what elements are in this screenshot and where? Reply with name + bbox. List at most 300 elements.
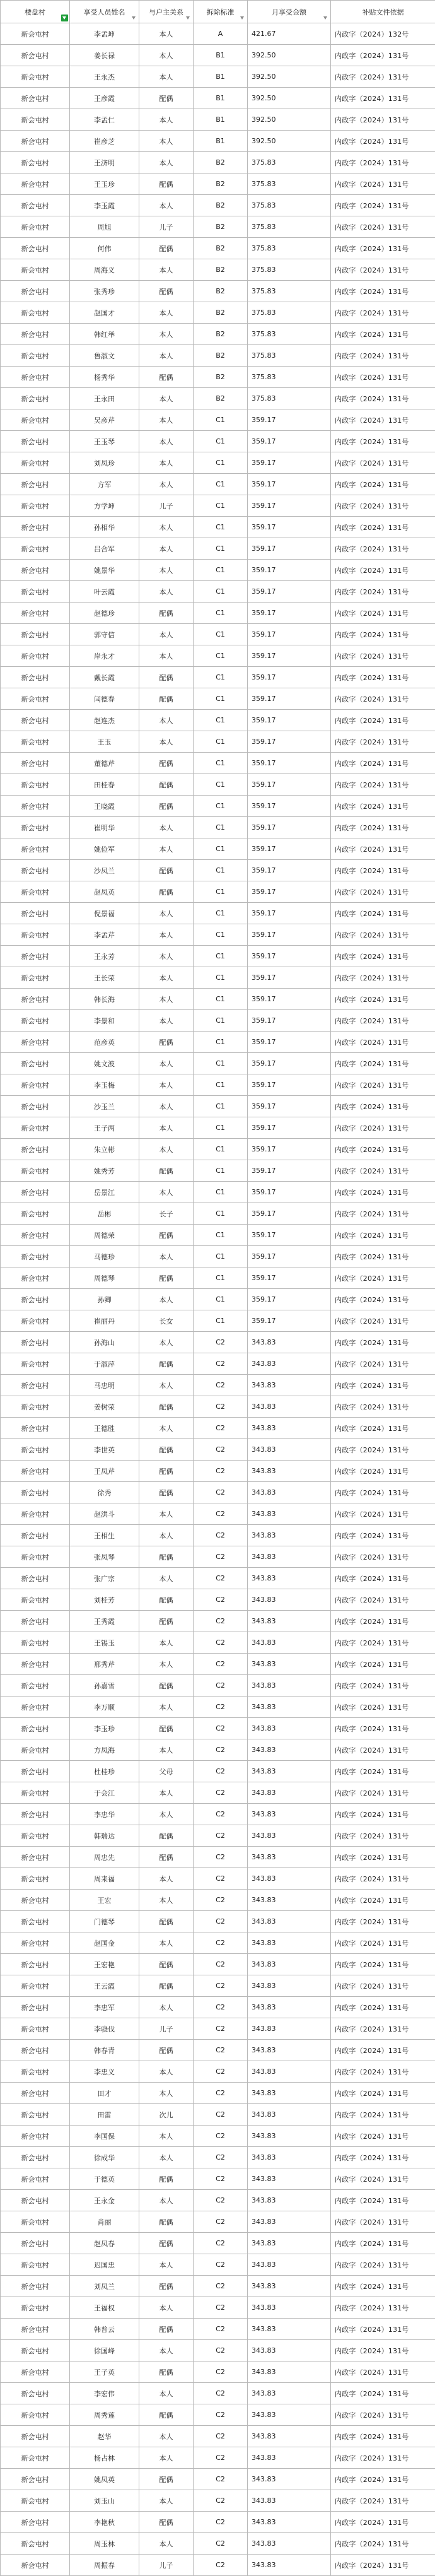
document-cell[interactable]: 内政字（2024）132号: [331, 23, 435, 45]
relation-cell[interactable]: 本人: [139, 1932, 194, 1954]
standard-cell[interactable]: C1: [194, 1053, 248, 1074]
name-cell[interactable]: 李景和: [70, 1010, 139, 1032]
filter-dropdown-icon[interactable]: [322, 15, 329, 21]
village-cell[interactable]: 新会屯村: [1, 2426, 70, 2447]
relation-cell[interactable]: 本人: [139, 2254, 194, 2276]
village-cell[interactable]: 新会屯村: [1, 1310, 70, 1332]
relation-cell[interactable]: 配偶: [139, 1267, 194, 1289]
document-cell[interactable]: 内政字（2024）131号: [331, 409, 435, 431]
amount-cell[interactable]: 375.83: [248, 152, 331, 173]
amount-cell[interactable]: 343.83: [248, 1868, 331, 1890]
village-cell[interactable]: 新会屯村: [1, 1825, 70, 1847]
amount-cell[interactable]: 343.83: [248, 2383, 331, 2404]
village-cell[interactable]: 新会屯村: [1, 1225, 70, 1246]
document-cell[interactable]: 内政字（2024）131号: [331, 474, 435, 495]
name-cell[interactable]: 崔丽丹: [70, 1310, 139, 1332]
document-cell[interactable]: 内政字（2024）131号: [331, 1461, 435, 1482]
amount-cell[interactable]: 359.17: [248, 753, 331, 774]
standard-cell[interactable]: C2: [194, 2447, 248, 2469]
standard-cell[interactable]: B2: [194, 195, 248, 216]
village-cell[interactable]: 新会屯村: [1, 1396, 70, 1418]
name-cell[interactable]: 肖丽: [70, 2211, 139, 2233]
name-cell[interactable]: 王宏艳: [70, 1954, 139, 1975]
relation-cell[interactable]: 本人: [139, 431, 194, 452]
amount-cell[interactable]: 359.17: [248, 645, 331, 667]
amount-cell[interactable]: 392.50: [248, 131, 331, 152]
relation-cell[interactable]: 本人: [139, 924, 194, 946]
standard-cell[interactable]: B1: [194, 131, 248, 152]
village-cell[interactable]: 新会屯村: [1, 2211, 70, 2233]
relation-cell[interactable]: 配偶: [139, 1032, 194, 1053]
relation-cell[interactable]: 本人: [139, 1332, 194, 1353]
amount-cell[interactable]: 359.17: [248, 603, 331, 624]
document-cell[interactable]: 内政字（2024）131号: [331, 2490, 435, 2512]
amount-cell[interactable]: 343.83: [248, 2276, 331, 2297]
amount-cell[interactable]: 343.83: [248, 1697, 331, 1718]
amount-cell[interactable]: 375.83: [248, 281, 331, 302]
document-cell[interactable]: 内政字（2024）131号: [331, 2190, 435, 2211]
standard-cell[interactable]: C2: [194, 1890, 248, 1911]
relation-cell[interactable]: 本人: [139, 903, 194, 924]
standard-cell[interactable]: C2: [194, 1911, 248, 1932]
village-cell[interactable]: 新会屯村: [1, 2061, 70, 2083]
name-cell[interactable]: 韩瑞达: [70, 1825, 139, 1847]
document-cell[interactable]: 内政字（2024）131号: [331, 1225, 435, 1246]
document-cell[interactable]: 内政字（2024）131号: [331, 517, 435, 538]
name-cell[interactable]: 王长荣: [70, 967, 139, 989]
relation-cell[interactable]: 本人: [139, 452, 194, 474]
village-cell[interactable]: 新会屯村: [1, 645, 70, 667]
standard-cell[interactable]: C1: [194, 1289, 248, 1310]
amount-cell[interactable]: 343.83: [248, 1611, 331, 1632]
amount-cell[interactable]: 375.83: [248, 388, 331, 409]
standard-cell[interactable]: C1: [194, 431, 248, 452]
relation-cell[interactable]: 本人: [139, 989, 194, 1010]
document-cell[interactable]: 内政字（2024）131号: [331, 1482, 435, 1503]
amount-cell[interactable]: 359.17: [248, 1139, 331, 1160]
village-cell[interactable]: 新会屯村: [1, 1675, 70, 1697]
name-cell[interactable]: 李孟仁: [70, 109, 139, 131]
name-cell[interactable]: 田才: [70, 2083, 139, 2104]
village-cell[interactable]: 新会屯村: [1, 409, 70, 431]
village-cell[interactable]: 新会屯村: [1, 2276, 70, 2297]
standard-cell[interactable]: C1: [194, 710, 248, 731]
document-cell[interactable]: 内政字（2024）131号: [331, 152, 435, 173]
standard-cell[interactable]: C1: [194, 1117, 248, 1139]
document-cell[interactable]: 内政字（2024）131号: [331, 1718, 435, 1739]
village-cell[interactable]: 新会屯村: [1, 1289, 70, 1310]
relation-cell[interactable]: 本人: [139, 1739, 194, 1761]
standard-cell[interactable]: C2: [194, 2490, 248, 2512]
document-cell[interactable]: 内政字（2024）131号: [331, 1589, 435, 1611]
relation-cell[interactable]: 配偶: [139, 1160, 194, 1182]
name-cell[interactable]: 赵凤英: [70, 881, 139, 903]
amount-cell[interactable]: 359.17: [248, 624, 331, 645]
village-cell[interactable]: 新会屯村: [1, 838, 70, 860]
village-cell[interactable]: 新会屯村: [1, 2383, 70, 2404]
standard-cell[interactable]: B2: [194, 152, 248, 173]
name-cell[interactable]: 王永田: [70, 388, 139, 409]
standard-cell[interactable]: B2: [194, 324, 248, 345]
document-cell[interactable]: 内政字（2024）131号: [331, 131, 435, 152]
relation-cell[interactable]: 本人: [139, 388, 194, 409]
name-cell[interactable]: 朱立彬: [70, 1139, 139, 1160]
village-cell[interactable]: 新会屯村: [1, 1868, 70, 1890]
document-cell[interactable]: 内政字（2024）131号: [331, 1310, 435, 1332]
amount-cell[interactable]: 359.17: [248, 1032, 331, 1053]
name-cell[interactable]: 鲁淑文: [70, 345, 139, 367]
relation-cell[interactable]: 本人: [139, 1632, 194, 1654]
name-cell[interactable]: 周振春: [70, 2555, 139, 2576]
name-cell[interactable]: 王宏: [70, 1890, 139, 1911]
document-cell[interactable]: 内政字（2024）131号: [331, 1525, 435, 1546]
village-cell[interactable]: 新会屯村: [1, 624, 70, 645]
amount-cell[interactable]: 375.83: [248, 216, 331, 238]
standard-cell[interactable]: C2: [194, 2469, 248, 2490]
document-cell[interactable]: 内政字（2024）131号: [331, 1697, 435, 1718]
standard-cell[interactable]: C1: [194, 1310, 248, 1332]
amount-cell[interactable]: 343.83: [248, 1675, 331, 1697]
village-cell[interactable]: 新会屯村: [1, 2126, 70, 2147]
relation-cell[interactable]: 本人: [139, 2426, 194, 2447]
document-cell[interactable]: 内政字（2024）131号: [331, 1117, 435, 1139]
name-cell[interactable]: 沙玉兰: [70, 1096, 139, 1117]
relation-cell[interactable]: 本人: [139, 66, 194, 88]
standard-cell[interactable]: C1: [194, 946, 248, 967]
name-cell[interactable]: 韩红举: [70, 324, 139, 345]
village-cell[interactable]: 新会屯村: [1, 967, 70, 989]
village-cell[interactable]: 新会屯村: [1, 924, 70, 946]
amount-cell[interactable]: 343.83: [248, 1932, 331, 1954]
standard-cell[interactable]: C2: [194, 2555, 248, 2576]
village-cell[interactable]: 新会屯村: [1, 324, 70, 345]
village-cell[interactable]: 新会屯村: [1, 1461, 70, 1482]
amount-cell[interactable]: 343.83: [248, 2512, 331, 2533]
amount-cell[interactable]: 343.83: [248, 1804, 331, 1825]
amount-cell[interactable]: 343.83: [248, 2254, 331, 2276]
relation-cell[interactable]: 配偶: [139, 860, 194, 881]
amount-cell[interactable]: 343.83: [248, 2319, 331, 2340]
filter-dropdown-icon[interactable]: [239, 15, 246, 21]
village-cell[interactable]: 新会屯村: [1, 2555, 70, 2576]
relation-cell[interactable]: 本人: [139, 131, 194, 152]
village-cell[interactable]: 新会屯村: [1, 495, 70, 517]
amount-cell[interactable]: 375.83: [248, 345, 331, 367]
name-cell[interactable]: 姚凤英: [70, 2469, 139, 2490]
document-cell[interactable]: 内政字（2024）131号: [331, 1267, 435, 1289]
name-cell[interactable]: 周来福: [70, 1868, 139, 1890]
standard-cell[interactable]: C1: [194, 1032, 248, 1053]
document-cell[interactable]: 内政字（2024）131号: [331, 1654, 435, 1675]
document-cell[interactable]: 内政字（2024）131号: [331, 1503, 435, 1525]
document-cell[interactable]: 内政字（2024）131号: [331, 216, 435, 238]
amount-cell[interactable]: 392.50: [248, 45, 331, 66]
name-cell[interactable]: 韩长海: [70, 989, 139, 1010]
standard-cell[interactable]: C1: [194, 452, 248, 474]
document-cell[interactable]: 内政字（2024）131号: [331, 2555, 435, 2576]
amount-cell[interactable]: 375.83: [248, 367, 331, 388]
village-cell[interactable]: 新会屯村: [1, 1932, 70, 1954]
village-cell[interactable]: 新会屯村: [1, 474, 70, 495]
relation-cell[interactable]: 配偶: [139, 1439, 194, 1461]
name-cell[interactable]: 王子两: [70, 1117, 139, 1139]
relation-cell[interactable]: 本人: [139, 474, 194, 495]
village-cell[interactable]: 新会屯村: [1, 88, 70, 109]
name-cell[interactable]: 孙嘉雪: [70, 1675, 139, 1697]
amount-cell[interactable]: 343.83: [248, 1761, 331, 1782]
name-cell[interactable]: 叶云霞: [70, 581, 139, 603]
amount-cell[interactable]: 375.83: [248, 324, 331, 345]
relation-cell[interactable]: 配偶: [139, 1975, 194, 1997]
name-cell[interactable]: 王秀霞: [70, 1611, 139, 1632]
standard-cell[interactable]: C1: [194, 903, 248, 924]
relation-cell[interactable]: 本人: [139, 195, 194, 216]
document-cell[interactable]: 内政字（2024）131号: [331, 195, 435, 216]
standard-cell[interactable]: C1: [194, 774, 248, 796]
standard-cell[interactable]: B2: [194, 367, 248, 388]
standard-cell[interactable]: C2: [194, 2126, 248, 2147]
relation-cell[interactable]: 儿子: [139, 2018, 194, 2040]
relation-cell[interactable]: 配偶: [139, 88, 194, 109]
relation-cell[interactable]: 配偶: [139, 2211, 194, 2233]
standard-cell[interactable]: C1: [194, 474, 248, 495]
village-cell[interactable]: 新会屯村: [1, 1632, 70, 1654]
name-cell[interactable]: 徐国峰: [70, 2340, 139, 2361]
name-cell[interactable]: 姜树荣: [70, 1396, 139, 1418]
name-cell[interactable]: 杨占林: [70, 2447, 139, 2469]
village-cell[interactable]: 新会屯村: [1, 1096, 70, 1117]
amount-cell[interactable]: 392.50: [248, 88, 331, 109]
relation-cell[interactable]: 配偶: [139, 2319, 194, 2340]
standard-cell[interactable]: C1: [194, 967, 248, 989]
relation-cell[interactable]: 配偶: [139, 173, 194, 195]
relation-cell[interactable]: 本人: [139, 1053, 194, 1074]
relation-cell[interactable]: 本人: [139, 109, 194, 131]
amount-cell[interactable]: 343.83: [248, 1503, 331, 1525]
village-cell[interactable]: 新会屯村: [1, 860, 70, 881]
amount-cell[interactable]: 359.17: [248, 774, 331, 796]
name-cell[interactable]: 方学坤: [70, 495, 139, 517]
relation-cell[interactable]: 配偶: [139, 753, 194, 774]
village-cell[interactable]: 新会屯村: [1, 1546, 70, 1568]
amount-cell[interactable]: 392.50: [248, 109, 331, 131]
village-cell[interactable]: 新会屯村: [1, 2340, 70, 2361]
document-cell[interactable]: 内政字（2024）131号: [331, 345, 435, 367]
village-cell[interactable]: 新会屯村: [1, 1997, 70, 2018]
standard-cell[interactable]: C2: [194, 2040, 248, 2061]
standard-cell[interactable]: C1: [194, 538, 248, 560]
amount-cell[interactable]: 343.83: [248, 2233, 331, 2254]
document-cell[interactable]: 内政字（2024）131号: [331, 967, 435, 989]
village-cell[interactable]: 新会屯村: [1, 2190, 70, 2211]
amount-cell[interactable]: 343.83: [248, 2340, 331, 2361]
relation-cell[interactable]: 本人: [139, 517, 194, 538]
relation-cell[interactable]: 配偶: [139, 1718, 194, 1739]
relation-cell[interactable]: 儿子: [139, 2555, 194, 2576]
relation-cell[interactable]: 本人: [139, 1804, 194, 1825]
name-cell[interactable]: 李万顺: [70, 1697, 139, 1718]
name-cell[interactable]: 王永杰: [70, 66, 139, 88]
relation-cell[interactable]: 配偶: [139, 2469, 194, 2490]
name-cell[interactable]: 李玉珍: [70, 1718, 139, 1739]
standard-cell[interactable]: C1: [194, 1096, 248, 1117]
document-cell[interactable]: 内政字（2024）131号: [331, 2233, 435, 2254]
name-cell[interactable]: 姚景华: [70, 560, 139, 581]
village-cell[interactable]: 新会屯村: [1, 1032, 70, 1053]
document-cell[interactable]: 内政字（2024）131号: [331, 1375, 435, 1396]
village-cell[interactable]: 新会屯村: [1, 1439, 70, 1461]
village-cell[interactable]: 新会屯村: [1, 1332, 70, 1353]
document-cell[interactable]: 内政字（2024）131号: [331, 388, 435, 409]
name-cell[interactable]: 王彦霞: [70, 88, 139, 109]
village-cell[interactable]: 新会屯村: [1, 1418, 70, 1439]
name-cell[interactable]: 王济明: [70, 152, 139, 173]
relation-cell[interactable]: 本人: [139, 259, 194, 281]
village-cell[interactable]: 新会屯村: [1, 2361, 70, 2383]
amount-cell[interactable]: 343.83: [248, 2168, 331, 2190]
standard-cell[interactable]: C2: [194, 2211, 248, 2233]
amount-cell[interactable]: 359.17: [248, 1182, 331, 1203]
standard-cell[interactable]: C1: [194, 1182, 248, 1203]
relation-cell[interactable]: 配偶: [139, 774, 194, 796]
relation-cell[interactable]: 本人: [139, 1117, 194, 1139]
name-cell[interactable]: 王玉琴: [70, 431, 139, 452]
village-cell[interactable]: 新会屯村: [1, 2168, 70, 2190]
standard-cell[interactable]: C2: [194, 1439, 248, 1461]
amount-cell[interactable]: 359.17: [248, 1310, 331, 1332]
relation-cell[interactable]: 本人: [139, 624, 194, 645]
village-cell[interactable]: 新会屯村: [1, 731, 70, 753]
standard-cell[interactable]: B2: [194, 302, 248, 324]
standard-cell[interactable]: B1: [194, 109, 248, 131]
relation-cell[interactable]: 配偶: [139, 1954, 194, 1975]
amount-cell[interactable]: 359.17: [248, 1203, 331, 1225]
name-cell[interactable]: 赵凤春: [70, 2233, 139, 2254]
document-cell[interactable]: 内政字（2024）131号: [331, 1053, 435, 1074]
relation-cell[interactable]: 配偶: [139, 2512, 194, 2533]
name-cell[interactable]: 于会江: [70, 1782, 139, 1804]
name-cell[interactable]: 姜长禄: [70, 45, 139, 66]
amount-cell[interactable]: 359.17: [248, 731, 331, 753]
name-cell[interactable]: 李玉梅: [70, 1074, 139, 1096]
document-cell[interactable]: 内政字（2024）131号: [331, 2426, 435, 2447]
name-cell[interactable]: 董德芹: [70, 753, 139, 774]
filter-dropdown-icon[interactable]: [185, 15, 192, 21]
document-cell[interactable]: 内政字（2024）131号: [331, 774, 435, 796]
village-cell[interactable]: 新会屯村: [1, 1139, 70, 1160]
relation-cell[interactable]: 本人: [139, 302, 194, 324]
relation-cell[interactable]: 儿子: [139, 216, 194, 238]
name-cell[interactable]: 田雷: [70, 2104, 139, 2126]
document-cell[interactable]: 内政字（2024）131号: [331, 753, 435, 774]
relation-cell[interactable]: 本人: [139, 1782, 194, 1804]
relation-cell[interactable]: 配偶: [139, 1482, 194, 1503]
document-cell[interactable]: 内政字（2024）131号: [331, 1632, 435, 1654]
standard-cell[interactable]: C2: [194, 1804, 248, 1825]
village-cell[interactable]: 新会屯村: [1, 1525, 70, 1546]
document-cell[interactable]: 内政字（2024）131号: [331, 796, 435, 817]
name-cell[interactable]: 李忠华: [70, 1804, 139, 1825]
village-cell[interactable]: 新会屯村: [1, 2018, 70, 2040]
standard-cell[interactable]: C2: [194, 1482, 248, 1503]
name-cell[interactable]: 王子英: [70, 2361, 139, 2383]
relation-cell[interactable]: 长女: [139, 1310, 194, 1332]
document-cell[interactable]: 内政字（2024）131号: [331, 2168, 435, 2190]
amount-cell[interactable]: 359.17: [248, 409, 331, 431]
village-cell[interactable]: 新会屯村: [1, 774, 70, 796]
amount-cell[interactable]: 359.17: [248, 667, 331, 688]
village-cell[interactable]: 新会屯村: [1, 946, 70, 967]
village-cell[interactable]: 新会屯村: [1, 2404, 70, 2426]
document-cell[interactable]: 内政字（2024）131号: [331, 281, 435, 302]
amount-cell[interactable]: 359.17: [248, 474, 331, 495]
name-cell[interactable]: 王德胜: [70, 1418, 139, 1439]
village-cell[interactable]: 新会屯村: [1, 1847, 70, 1868]
standard-cell[interactable]: C2: [194, 2533, 248, 2555]
standard-cell[interactable]: C1: [194, 560, 248, 581]
relation-cell[interactable]: 配偶: [139, 1461, 194, 1482]
amount-cell[interactable]: 343.83: [248, 2126, 331, 2147]
relation-cell[interactable]: 本人: [139, 1246, 194, 1267]
amount-cell[interactable]: 343.83: [248, 1975, 331, 1997]
name-cell[interactable]: 王相生: [70, 1525, 139, 1546]
name-cell[interactable]: 张广宗: [70, 1568, 139, 1589]
name-cell[interactable]: 赵洪斗: [70, 1503, 139, 1525]
standard-cell[interactable]: B2: [194, 345, 248, 367]
name-cell[interactable]: 李忠军: [70, 1997, 139, 2018]
document-cell[interactable]: 内政字（2024）131号: [331, 88, 435, 109]
relation-cell[interactable]: 本人: [139, 345, 194, 367]
amount-cell[interactable]: 343.83: [248, 1418, 331, 1439]
document-cell[interactable]: 内政字（2024）131号: [331, 645, 435, 667]
name-cell[interactable]: 岸永才: [70, 645, 139, 667]
name-cell[interactable]: 李孟坤: [70, 23, 139, 45]
village-cell[interactable]: 新会屯村: [1, 2533, 70, 2555]
document-cell[interactable]: 内政字（2024）131号: [331, 2297, 435, 2319]
standard-cell[interactable]: C1: [194, 1203, 248, 1225]
standard-cell[interactable]: B2: [194, 173, 248, 195]
village-cell[interactable]: 新会屯村: [1, 281, 70, 302]
name-cell[interactable]: 王晓霞: [70, 796, 139, 817]
village-cell[interactable]: 新会屯村: [1, 560, 70, 581]
relation-cell[interactable]: 本人: [139, 1418, 194, 1439]
name-cell[interactable]: 韩春青: [70, 2040, 139, 2061]
village-cell[interactable]: 新会屯村: [1, 989, 70, 1010]
document-cell[interactable]: 内政字（2024）131号: [331, 2383, 435, 2404]
document-cell[interactable]: 内政字（2024）131号: [331, 1611, 435, 1632]
name-cell[interactable]: 何伟: [70, 238, 139, 259]
amount-cell[interactable]: 343.83: [248, 1375, 331, 1396]
document-cell[interactable]: 内政字（2024）131号: [331, 731, 435, 753]
document-cell[interactable]: 内政字（2024）131号: [331, 66, 435, 88]
relation-cell[interactable]: 配偶: [139, 603, 194, 624]
standard-cell[interactable]: C2: [194, 2018, 248, 2040]
village-cell[interactable]: 新会屯村: [1, 881, 70, 903]
amount-cell[interactable]: 359.17: [248, 967, 331, 989]
village-cell[interactable]: 新会屯村: [1, 2254, 70, 2276]
standard-cell[interactable]: C1: [194, 409, 248, 431]
name-cell[interactable]: 李世英: [70, 1439, 139, 1461]
amount-cell[interactable]: 359.17: [248, 881, 331, 903]
name-cell[interactable]: 李孟芹: [70, 924, 139, 946]
relation-cell[interactable]: 本人: [139, 1289, 194, 1310]
standard-cell[interactable]: C2: [194, 1825, 248, 1847]
standard-cell[interactable]: C1: [194, 667, 248, 688]
standard-cell[interactable]: C1: [194, 1160, 248, 1182]
document-cell[interactable]: 内政字（2024）131号: [331, 2254, 435, 2276]
document-cell[interactable]: 内政字（2024）131号: [331, 817, 435, 838]
village-cell[interactable]: 新会屯村: [1, 1160, 70, 1182]
